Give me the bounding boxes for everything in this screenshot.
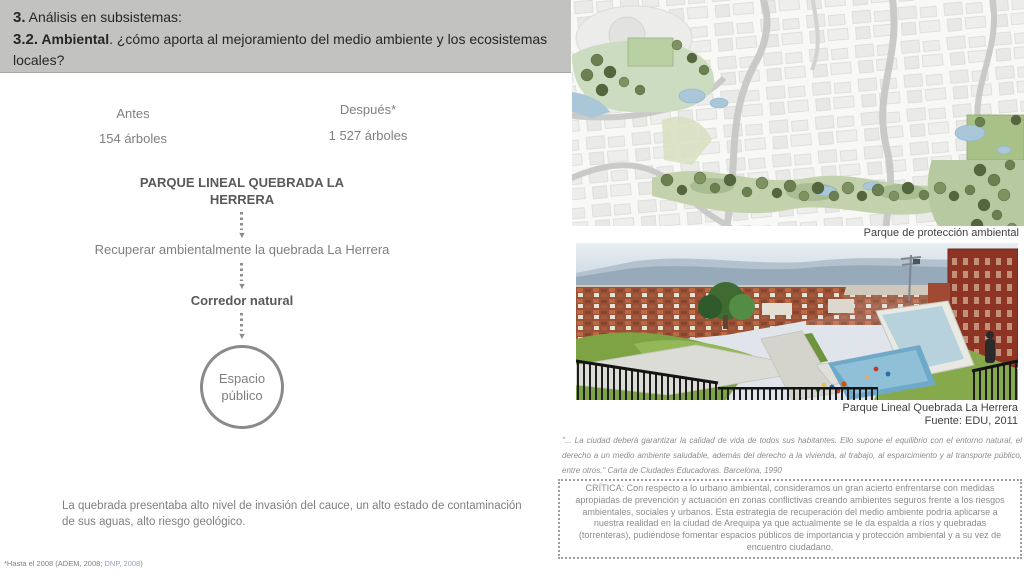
espacio-publico-circle <box>200 345 284 429</box>
subsection-number: 3.2. <box>13 31 39 48</box>
photo-person-standing <box>985 331 995 363</box>
footnote: *Hasta el 2008 (ADEM, 2008; DNP, 2008) <box>4 559 143 568</box>
dotted-arrow-icon: ▼ <box>238 212 247 239</box>
footnote-source: DNP, 2008 <box>104 559 141 568</box>
photo-caption: Parque Lineal Quebrada La Herrera <box>842 402 1018 414</box>
critique-box <box>558 479 1022 559</box>
header <box>0 0 571 73</box>
dotted-arrow-icon: ▼ <box>238 313 247 340</box>
map-caption-band <box>572 226 1024 240</box>
after-value: 1 527 árboles <box>328 128 408 143</box>
circle-label: Espacio público <box>218 371 266 403</box>
after-label: Después* <box>339 102 397 117</box>
flowchart-title: PARQUE LINEAL QUEBRADA LA HERRERA <box>139 175 345 207</box>
quote-text: "... La ciudad deberá garantizar la calidad de vida de todos sus habitantes. Ello supone el equilibrio con el entorno natural, el derecho a un medio ambiente saludable, además del derecho a la vivienda, al trabajo, al esparcimiento y al transporte público, entre otros." Carta de Ciudades Educadoras. Barcelona, 1990 <box>562 436 1022 475</box>
critique-text: CRÍTICA: Con respecto a lo urbano ambiental, consideramos un gran acierto enfrentarse con medidas apropiadas de prevención y actuación en zonas conflictivas creando ambientes seguros frente a los riesgos ambientales, sociales y urbanos. Esta estrategia de recuperación del medio ambiente podría aplicarse a nuestra realidad en la ciudad de Arequipa ya que actualmente se le da espalda a ríos y quebradas (torrenteras), pudiéndose fomentar espacios públicos de importancia y protección ambiental y a su vez de encuentro ciudadano. <box>575 483 1005 552</box>
flowchart-step-corredor: Corredor natural <box>190 293 294 308</box>
flowchart <box>92 174 392 429</box>
park-photo-image <box>576 243 1018 400</box>
photo-source: Fuente: EDU, 2011 <box>924 415 1018 427</box>
flowchart-step-recuperar: Recuperar ambientalmente la quebrada La Herrera <box>94 242 390 257</box>
park-photo <box>576 243 1018 400</box>
map-caption: Parque de protección ambiental <box>863 227 1019 239</box>
section-title: Análisis en subsistemas: <box>25 9 182 25</box>
subsection-topic: Ambiental <box>38 31 110 47</box>
dotted-arrow-icon: ▼ <box>238 263 247 290</box>
before-label: Antes <box>116 106 150 121</box>
quebrada-paragraph: La quebrada presentaba alto nivel de invasión del cauce, un alto estado de contaminación de sus aguas, alto riesgo geológico. <box>62 500 522 528</box>
header-line-1 <box>13 7 559 28</box>
before-value: 154 árboles <box>99 131 167 146</box>
photo-captions <box>576 402 1018 428</box>
site-plan-map <box>572 0 1024 240</box>
subsection-question: . ¿cómo aporta al mejoramiento del medio ambiente y los ecosistemas locales? <box>13 31 548 68</box>
site-plan-map-image <box>572 0 1024 240</box>
header-line-2 <box>13 29 561 70</box>
section-number: 3. <box>13 9 26 26</box>
